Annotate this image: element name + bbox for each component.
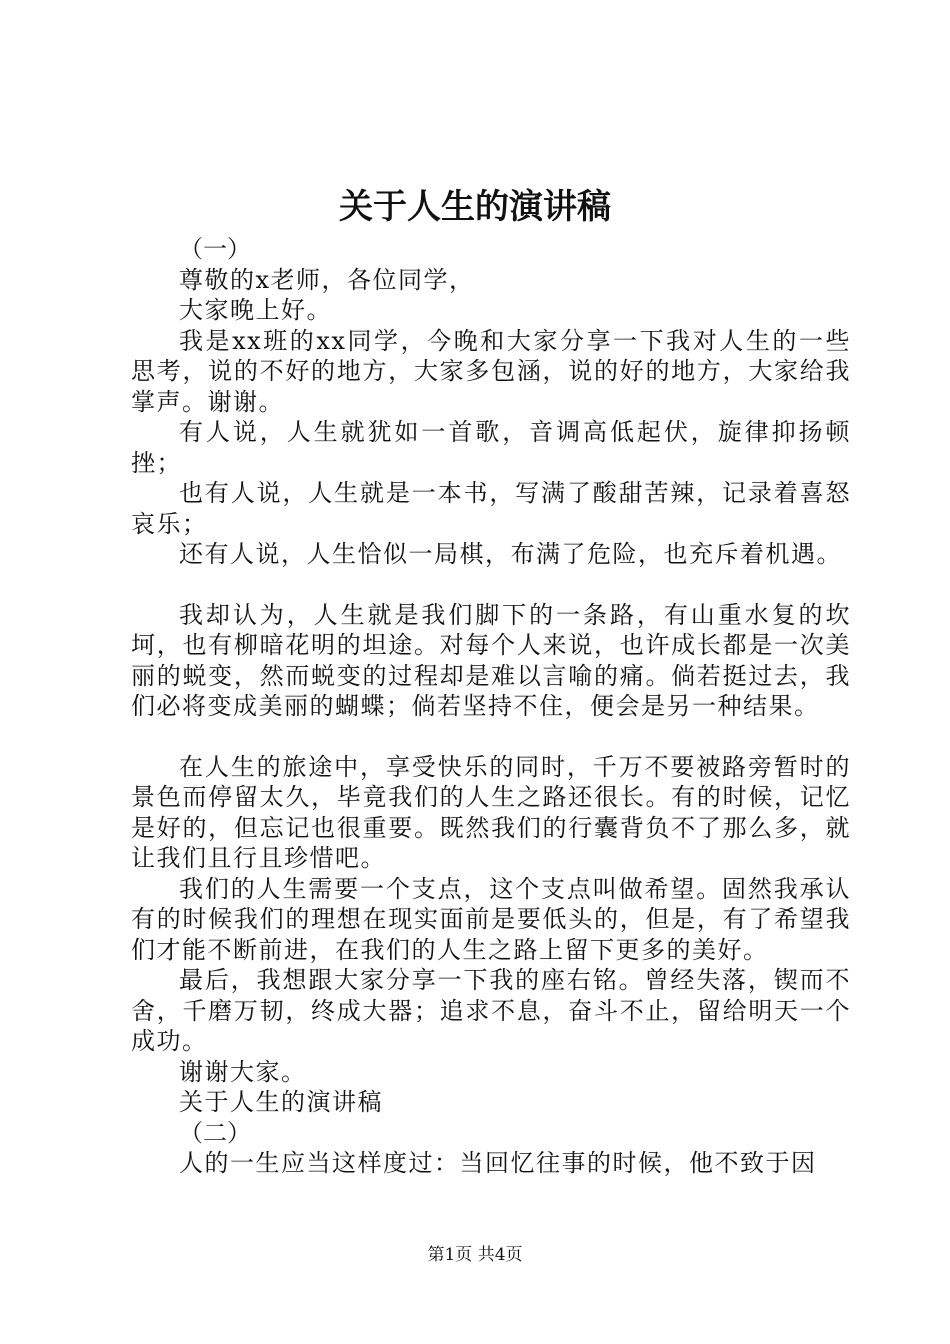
paragraph-hope: 我们的人生需要一个支点，这个支点叫做希望。固然我承认有的时候我们的理想在现实面前是要低头的，但是，有了希望我们才能不断前进，在我们的人生之路上留下更多的美好。 [131, 874, 851, 964]
section-label-2: （二） [179, 1118, 251, 1147]
repeat-title: 关于人生的演讲稿 [179, 1088, 383, 1116]
evening-greeting: 大家晚上好。 [179, 296, 332, 324]
page-footer: 第1页 共4页 [427, 1245, 523, 1265]
paragraph-book: 也有人说，人生就是一本书，写满了酸甜苦辣，记录着喜怒哀乐； [131, 479, 851, 538]
paragraph-motto: 最后，我想跟大家分享一下我的座右铭。曾经失落，锲而不舍，千磨万韧，终成大器；追求不息，奋斗不止，留给明天一个成功。 [131, 966, 851, 1055]
paragraph-chess: 还有人说，人生恰似一局棋，布满了危险，也充斥着机遇。 [179, 540, 842, 568]
greeting-line: 尊敬的x老师，各位同学， [179, 265, 475, 294]
section-label-1: （一） [179, 235, 251, 263]
document-title: 关于人生的演讲稿 [339, 187, 611, 227]
thanks-line: 谢谢大家。 [179, 1057, 307, 1086]
section2-first-line: 人的一生应当这样度过：当回忆往事的时候，他不致于因 [179, 1149, 817, 1177]
paragraph-road: 我却认为，人生就是我们脚下的一条路，有山重水复的坎坷，也有柳暗花明的坦途。对每个人来说，也许成长都是一次美丽的蜕变，然而蜕变的过程却是难以言喻的痛。倘若挺过去，我们必将变成美丽的蝴蝶；倘若坚持不住，便会是另一种结果。 [131, 600, 851, 720]
paragraph-song: 有人说，人生就犹如一首歌，音调高低起伏，旋律抑扬顿挫； [131, 418, 851, 477]
paragraph-intro: 我是xx班的xx同学，今晚和大家分享一下我对人生的一些思考，说的不好的地方，大家多包涵，说的好的地方，大家给我掌声。谢谢。 [131, 326, 851, 416]
paragraph-journey: 在人生的旅途中，享受快乐的同时，千万不要被路旁暂时的景色而停留太久，毕竟我们的人生之路还很长。有的时候，记忆是好的，但忘记也很重要。既然我们的行囊背负不了那么多，就让我们且行且珍惜吧。 [131, 752, 851, 872]
document-body [131, 234, 851, 1179]
